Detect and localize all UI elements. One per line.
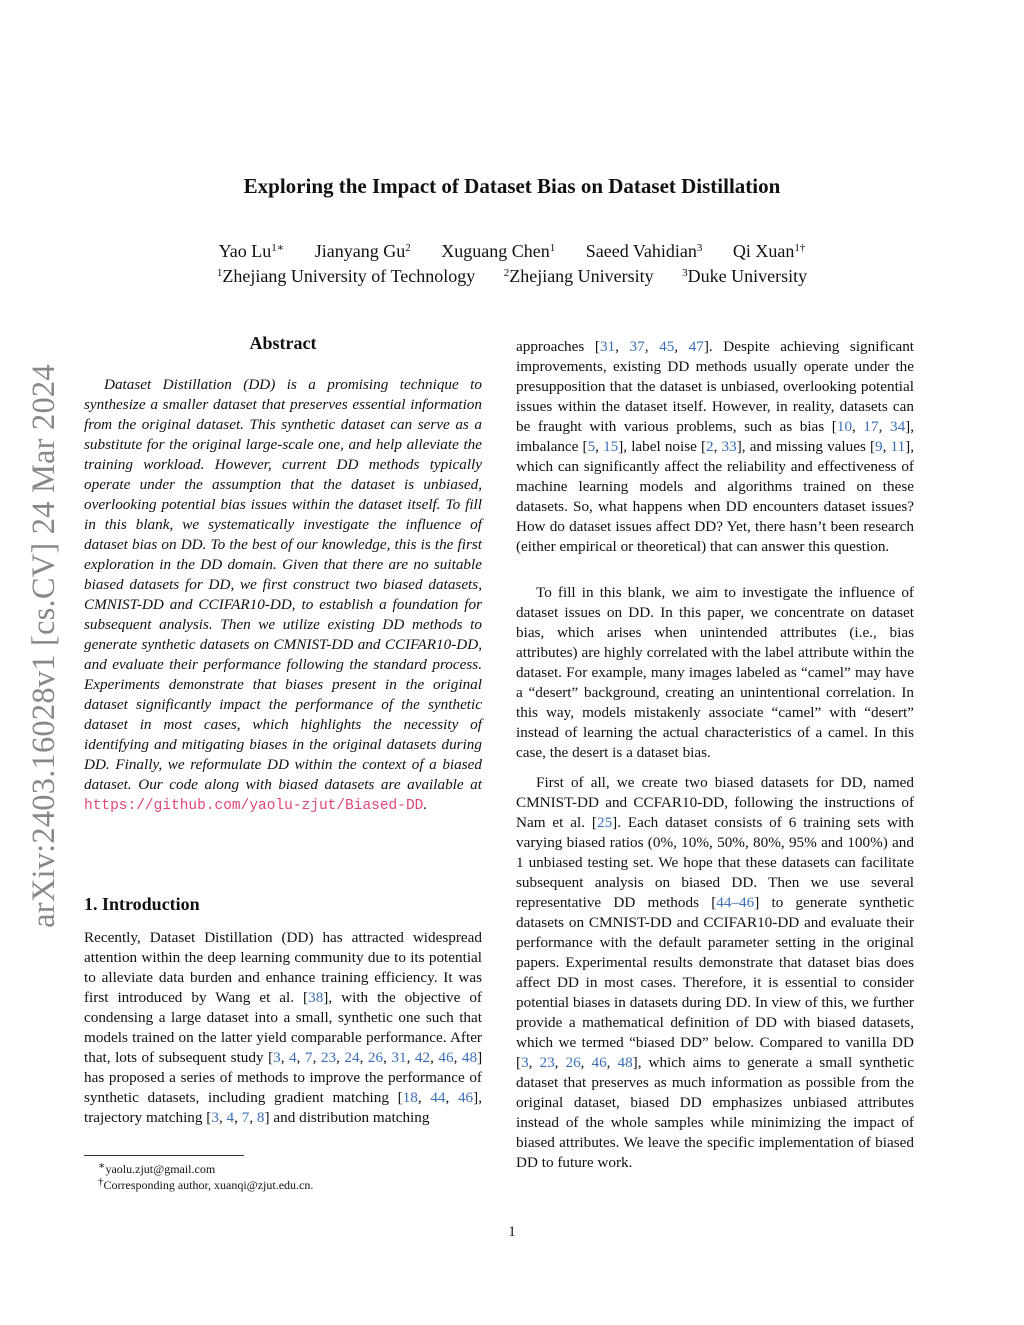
footnote-rule <box>84 1155 244 1156</box>
paragraph-text: ], label noise [ <box>618 438 707 455</box>
paragraph-text: , <box>359 1049 368 1066</box>
citation-link[interactable]: 7 <box>304 1049 313 1066</box>
paragraph-text: ], and missing values [ <box>736 438 876 455</box>
affiliation: $^3$Duke University <box>682 266 808 286</box>
citation-link[interactable]: 46 <box>457 1089 474 1106</box>
paragraph-text: ]. Despite achieving significant improvements, existing DD methods usually operate under the presupposition that the dataset is unbiased, overlooking potential issues within the dataset itself. However, in reality, datasets can be fraught with various problems, such as bias [ <box>516 338 915 435</box>
citation-link[interactable]: 25 <box>596 814 613 831</box>
paragraph-text: , <box>595 438 604 455</box>
paragraph-text: , <box>453 1049 462 1066</box>
author: Jianyang Gu$^2$ <box>314 241 411 261</box>
citation-link[interactable]: 10 <box>836 418 853 435</box>
citation-link[interactable]: 45 <box>659 338 675 355</box>
citation-link[interactable]: 48 <box>617 1054 633 1071</box>
citation-link[interactable]: 3 <box>521 1054 529 1071</box>
paragraph-text: ], trajectory matching [ <box>84 1089 482 1126</box>
paragraph-text: , <box>580 1054 592 1071</box>
paragraph-text: , <box>280 1049 290 1066</box>
citation-link[interactable]: 33 <box>721 438 737 455</box>
citation-link[interactable]: 3 <box>211 1109 219 1126</box>
paragraph-text: ], which aims to generate a small synthetic dataset that preserves as much information as possible from the original dataset, biased DD emphasizes unbiased attributes instead of the whole samples while minimizing the impact of biased attributes. We leave the specific implementation of biased DD to future work. <box>516 1054 915 1171</box>
citation-link[interactable]: 5 <box>587 438 596 455</box>
paragraph-text: ], imbalance [ <box>516 418 915 455</box>
citation-link[interactable]: 24 <box>344 1049 360 1066</box>
affiliation: $^1$Zhejiang University of Technology <box>216 266 476 286</box>
paragraph-text: , <box>249 1109 257 1126</box>
citation-link[interactable]: 23 <box>320 1049 337 1066</box>
citation-link[interactable]: 2 <box>706 438 714 455</box>
paragraph-text: First of all, we create two biased datasets for DD, named CMNIST-DD and CCFAR10-DD, following the instructions of Nam et al. [ <box>516 774 914 831</box>
code-link[interactable]: https://github.com/yaolu-zjut/Biased-DD <box>84 798 424 814</box>
citation-link[interactable]: 46 <box>591 1054 607 1071</box>
paragraph-text: , <box>528 1054 540 1071</box>
citation-link[interactable]: 18 <box>402 1089 418 1106</box>
citation-link[interactable]: 37 <box>629 338 645 355</box>
paragraph-text: ], with the objective of condensing a large dataset into a small, synthetic one such that models trained on the latter yield comparable performance. After that, lots of subsequent study [ <box>84 989 482 1066</box>
arxiv-identifier: arXiv:2403.16028v1 [cs.CV] 24 Mar 2024 <box>26 364 62 928</box>
paragraph-text: , <box>852 418 864 435</box>
citation-link[interactable]: 34 <box>889 418 906 435</box>
page-number: 1 <box>508 1224 516 1240</box>
author-list <box>0 239 1024 264</box>
paragraph-text: ]. Each dataset consists of 6 training sets with varying biased ratios (0%, 10%, 50%, 80%, 95% and 100%) and 1 unbiased testing set. We hope that these datasets can facilitate subsequent analysis on biased DD. Then we use several representative DD methods [ <box>516 814 914 911</box>
paragraph-text: , <box>430 1049 439 1066</box>
paragraph-text: , <box>554 1054 566 1071</box>
paragraph-text: approaches [ <box>516 338 600 355</box>
intro-paragraph-3: To fill in this blank, we aim to investigate the influence of dataset issues on DD. In this paper, we concentrate on dataset bias, which arises when unintended attributes (i.e., bias attributes) are highly correlated with the label attribute within the dataset. For example, many images labeled as “camel” may have a “desert” background, creating an unintentional correlation. In this way, models mistakenly associate “camel” with “desert” instead of learning the actual characteristics of a camel. In this case, the desert is a dataset bias. <box>516 584 914 761</box>
citation-link[interactable]: 44 <box>430 1089 446 1106</box>
author: Saeed Vahidian$^3$ <box>585 241 703 261</box>
citation-link[interactable]: 9 <box>875 438 883 455</box>
citation-link[interactable]: 4 <box>289 1049 297 1066</box>
arxiv-side-label <box>24 346 64 946</box>
footnote-email: ∗yaolu.zjut@gmail.com <box>98 1160 216 1176</box>
paragraph-text: , <box>336 1049 345 1066</box>
paragraph-text: , <box>417 1089 431 1106</box>
paragraph-text: , <box>882 438 891 455</box>
citation-link[interactable]: 46 <box>438 1049 454 1066</box>
intro-paragraph-4 <box>516 773 914 1173</box>
intro-paragraph-1 <box>84 928 482 1128</box>
citation-link[interactable]: 8 <box>256 1109 265 1126</box>
paragraph-text: , <box>312 1049 321 1066</box>
paragraph-text: ], which can significantly affect the reliability and effectiveness of machine learning models and algorithms trained on these datasets. So, what happens when DD encounters dataset issues? How do dataset issues affect DD? Yet, there hasn’t been research (either empirical or theoretical) that can answer this question. <box>516 438 915 555</box>
citation-link[interactable]: 11 <box>890 438 906 455</box>
citation-link[interactable]: 44–46 <box>716 894 755 911</box>
author: Xuguang Chen$^1$ <box>441 241 556 261</box>
paragraph-text: Recently, Dataset Distillation (DD) has attracted widespread attention within the deep learning community due to its potential to alleviate data burden and enhance training efficiency. It was first introduced by Wang et al. [ <box>84 929 482 1006</box>
citation-link[interactable]: 31 <box>599 338 616 355</box>
paragraph-text: ] and distribution matching <box>264 1109 430 1126</box>
paragraph-text: , <box>406 1049 415 1066</box>
citation-link[interactable]: 26 <box>367 1049 384 1066</box>
abstract-heading: Abstract <box>249 333 317 353</box>
paragraph-text: ] has proposed a series of methods to improve the performance of synthetic datasets, including gradient matching [ <box>84 1049 483 1106</box>
citation-link[interactable]: 4 <box>226 1109 235 1126</box>
citation-link[interactable]: 47 <box>688 338 704 355</box>
paper-title: Exploring the Impact of Dataset Bias on Dataset Distillation <box>243 174 781 198</box>
citation-link[interactable]: 42 <box>414 1049 431 1066</box>
citation-link[interactable]: 23 <box>539 1054 555 1071</box>
paragraph-text: , <box>674 338 689 355</box>
affiliation-list <box>0 264 1024 289</box>
paragraph-text: , <box>296 1049 305 1066</box>
paragraph-text: , <box>383 1049 392 1066</box>
author: Qi Xuan$^{1\dagger}$ <box>732 241 806 261</box>
paragraph-text: , <box>234 1109 242 1126</box>
citation-link[interactable]: 17 <box>863 418 879 435</box>
paragraph-text: , <box>878 418 890 435</box>
citation-link[interactable]: 7 <box>241 1109 250 1126</box>
paragraph-text: , <box>644 338 660 355</box>
affiliation: $^2$Zhejiang University <box>503 266 654 286</box>
abstract-text: Dataset Distillation (DD) is a promising technique to synthesize a smaller dataset that preserves essential information from the original dataset. This synthetic dataset can serve as a substitute for the original large-scale one, and help alleviate the training workload. However, current DD methods typically operate under the assumption that the dataset is unbiased, overlooking potential bias issues within the dataset itself. To fill in this blank, we systematically investigate the influence of dataset bias on DD. To the best of our knowledge, this is the first exploration in the DD domain. Given that there are no suitable biased datasets for DD, we first construct two biased datasets, CMNIST-DD and CCIFAR10-DD, to establish a foundation for subsequent analysis. Then we utilize existing DD methods to generate synthetic datasets on CMNIST-DD and CCIFAR10-DD, and evaluate their performance following the standard process. Experiments demonstrate that biases present in the original dataset significantly impact the performance of the synthetic dataset in most cases, which highlights the necessity of identifying and mitigating biases in the original datasets during DD. Finally, we reformulate DD within the context of a biased dataset. Our code along with biased datasets are available at <box>84 376 482 793</box>
citation-link[interactable]: 38 <box>308 989 324 1006</box>
citation-link[interactable]: 48 <box>461 1049 478 1066</box>
intro-paragraph-2 <box>516 337 914 557</box>
citation-link[interactable]: 31 <box>391 1049 407 1066</box>
author: Yao $Lu^{1∗}$ <box>218 241 285 261</box>
citation-link[interactable]: 15 <box>603 438 619 455</box>
citation-link[interactable]: 26 <box>565 1054 581 1071</box>
paragraph-text: , <box>615 338 630 355</box>
footnote-corresponding: †Corresponding author, xuanqi@zjut.edu.cn. <box>98 1176 314 1192</box>
introduction-heading: 1. Introduction <box>84 894 200 914</box>
paragraph-text: , <box>713 438 722 455</box>
paragraph-text: , <box>606 1054 618 1071</box>
paragraph-text: , <box>445 1089 458 1106</box>
paragraph-text: , <box>218 1109 227 1126</box>
abstract-body <box>84 375 482 816</box>
abstract-end: . <box>423 796 428 813</box>
citation-link[interactable]: 3 <box>273 1049 281 1066</box>
paragraph-text: ] to generate synthetic datasets on CMNIST-DD and CCIFAR10-DD and evaluate their performance with the default parameter setting in the original papers. Experimental results demonstrate that dataset bias does affect DD in most cases. Therefore, it is essential to consider potential biases in datasets during DD. In view of this, we further provide a mathematical definition of DD with biased datasets, which we termed “biased DD” below. Compared to vanilla DD [ <box>516 894 914 1071</box>
